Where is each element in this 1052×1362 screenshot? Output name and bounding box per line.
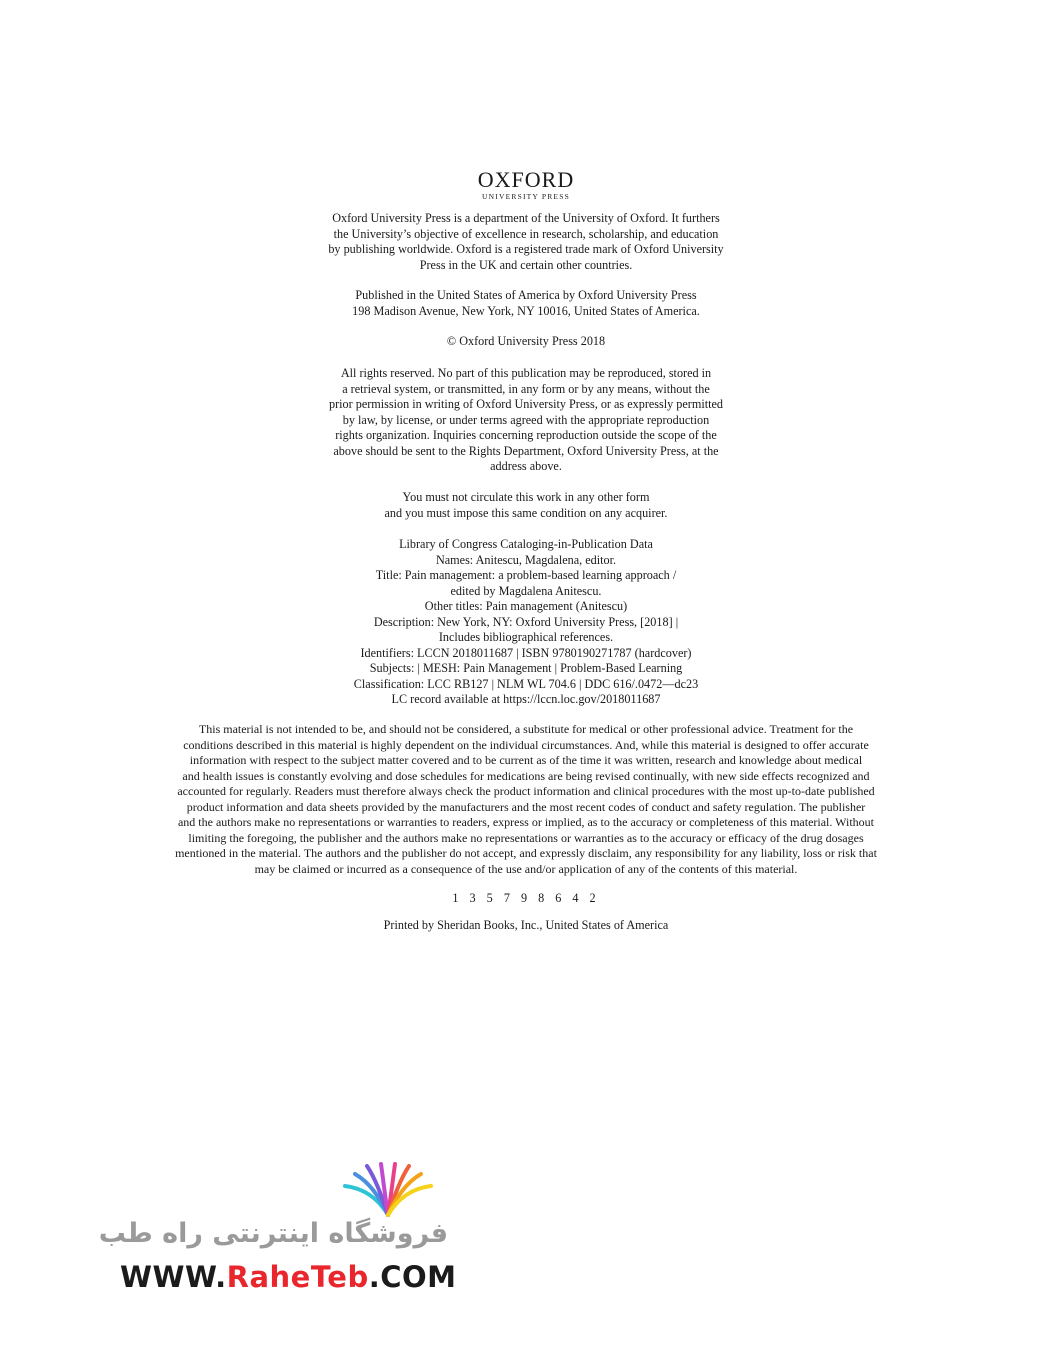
open-book-rainbow-icon (333, 1160, 443, 1220)
disclaimer-line: and the authors make no representations or warranties to readers, express or implied, as to the accuracy or completeness of this material. Without (177, 815, 875, 829)
disclaimer-line: information with respect to the subject matter covered and to be current as of the time it was written, research and knowledge about medical (189, 753, 863, 767)
print-line: 1 3 5 7 9 8 6 4 2 (452, 891, 600, 905)
cip-line: Other titles: Pain management (Anitescu) (424, 599, 628, 613)
disclaimer-line: accounted for regularly. Readers must therefore always check the product information and clinical procedures with the most up-to-date published (177, 784, 875, 798)
rights-line: prior permission in writing of Oxford University Press, or as expressly permitted (329, 397, 723, 411)
cip-line: Title: Pain management: a problem-based learning approach / (375, 568, 677, 582)
cip-line: Subjects: | MESH: Pain Management | Problem-Based Learning (369, 661, 683, 675)
copyright-line: © Oxford University Press 2018 (446, 334, 606, 348)
rights-line: a retrieval system, or transmitted, in any form or by any means, without the (342, 381, 710, 396)
watermark-url (120, 1260, 457, 1294)
disclaimer-line: conditions described in this material is highly dependent on the individual circumstances. And, while this material is designed to offer accurate (183, 737, 869, 752)
rights-line: above should be sent to the Rights Department, Oxford University Press, at the (333, 443, 719, 458)
disclaimer-line: may be claimed or incurred as a consequence of the use and/or application of any of the contents of this material. (254, 861, 798, 876)
published-line: 198 Madison Avenue, New York, NY 10016, United States of America. (352, 303, 700, 318)
printed-by-line: Printed by Sheridan Books, Inc., United States of America (383, 918, 669, 932)
rights-line: address above. (490, 459, 562, 473)
rights-paragraph (0, 366, 1052, 475)
logo-wordmark: OXFORD (477, 167, 575, 192)
about-paragraph (0, 211, 1052, 273)
disclaimer-line: This material is not intended to be, and should not be considered, a substitute for medical or other professional advice. Treatment for the (198, 722, 854, 736)
watermark-persian-text: فروشگاه اینترنتی راه طب (98, 1218, 448, 1249)
rights-line: All rights reserved. No part of this publication may be reproduced, stored in (340, 366, 712, 380)
about-line: the University’s objective of excellence in research, scholarship, and education (333, 226, 719, 241)
circulate-line: You must not circulate this work in any other form (402, 490, 650, 504)
cip-line: Names: Anitescu, Magdalena, editor. (435, 552, 617, 567)
published-paragraph (0, 288, 1052, 319)
published-line: Published in the United States of America by Oxford University Press (355, 288, 697, 302)
disclaimer-line: limiting the foregoing, the publisher and the authors make no representations or warranties as to the accuracy or efficacy of the drug dosages (188, 830, 864, 845)
cataloging-data (0, 537, 1052, 708)
cip-line: Includes bibliographical references. (438, 630, 614, 644)
disclaimer-line: mentioned in the material. The authors and the publisher do not accept, and expressly disclaim, any responsibility for any liability, loss or risk that (175, 846, 877, 860)
circulate-line: and you must impose this same condition on any acquirer. (384, 505, 668, 520)
disclaimer-line: and health issues is constantly evolving and dose schedules for medications are being revised continually, with new side effects recognized and (182, 768, 870, 783)
printing-number-line (0, 891, 1052, 907)
disclaimer-paragraph (0, 722, 1052, 877)
raheteb-watermark (98, 1160, 457, 1300)
cip-line: LC record available at https://lccn.loc.gov/2018011687 (391, 692, 661, 706)
cip-line: edited by Magdalena Anitescu. (450, 583, 602, 598)
url-brand: RaheTeb (226, 1260, 369, 1294)
oxford-logo (0, 168, 1052, 202)
copyright-notice (0, 334, 1052, 350)
url-suffix: .COM (368, 1260, 457, 1294)
printed-by (0, 918, 1052, 934)
disclaimer-line: product information and data sheets provided by the manufacturers and the most recent codes of conduct and safety regulation. The publisher (186, 799, 866, 814)
about-line: Oxford University Press is a department of the University of Oxford. It furthers (332, 211, 720, 225)
rights-line: by law, by license, or under terms agreed with the appropriate reproduction (342, 412, 710, 427)
logo-subtitle: UNIVERSITY PRESS (482, 192, 570, 201)
about-line: Press in the UK and certain other countries. (419, 257, 633, 272)
rights-line: rights organization. Inquiries concerning reproduction outside the scope of the (335, 428, 717, 442)
url-prefix: WWW. (120, 1260, 227, 1294)
circulate-paragraph (0, 490, 1052, 521)
cip-line: Library of Congress Cataloging-in-Publication Data (399, 537, 653, 551)
cip-line: Description: New York, NY: Oxford University Press, [2018] | (373, 614, 679, 629)
about-line: by publishing worldwide. Oxford is a registered trade mark of Oxford University (328, 242, 724, 256)
cip-line: Identifiers: LCCN 2018011687 | ISBN 9780190271787 (hardcover) (360, 645, 692, 660)
cip-line: Classification: LCC RB127 | NLM WL 704.6 | DDC 616/.0472—dc23 (353, 676, 699, 691)
